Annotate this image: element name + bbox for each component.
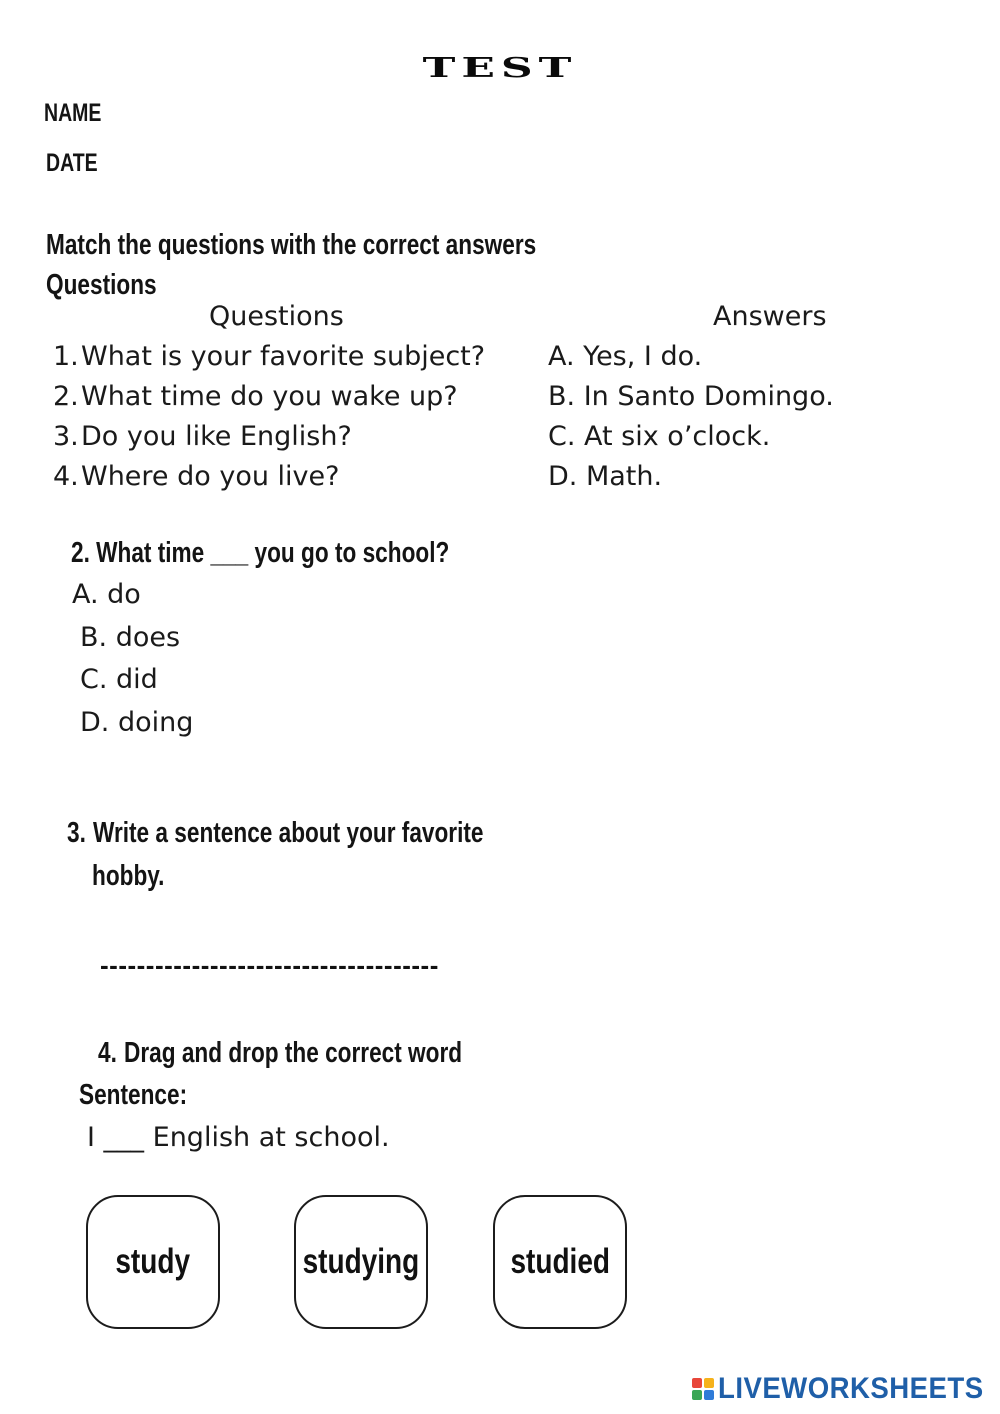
word-card-study[interactable]	[86, 1195, 220, 1329]
sentence-label: Sentence:	[79, 1079, 188, 1111]
option-a[interactable]: A. do	[72, 579, 141, 610]
word-card-label: studied	[510, 1242, 610, 1281]
question-number: 3.	[53, 421, 79, 452]
liveworksheets-logo	[692, 1372, 1000, 1406]
questions-column-header: Questions	[209, 301, 344, 332]
question-text: Where do you live?	[81, 461, 340, 492]
question-text: What time do you wake up?	[81, 381, 458, 412]
word-card-label: study	[115, 1242, 191, 1281]
question-item	[53, 461, 339, 492]
section2-question: 2. What time ___ you go to school?	[71, 537, 450, 569]
answer-item: D. Math.	[548, 461, 663, 492]
answer-item: B. In Santo Domingo.	[548, 381, 834, 412]
liveworksheets-logo-text: LIVEWORKSHEETS	[718, 1372, 984, 1405]
page-title: TEST	[422, 52, 578, 84]
section3-prompt-line2: hobby.	[92, 860, 165, 892]
section3-number: 3.	[67, 817, 86, 849]
question-text: Do you like English?	[81, 421, 352, 452]
answer-item: A. Yes, I do.	[548, 341, 703, 372]
question-number: 1.	[53, 341, 79, 372]
section4-number: 4.	[98, 1037, 117, 1069]
section3-prompt-line1: Write a sentence about your favorite	[93, 817, 484, 849]
question-number: 4.	[53, 461, 79, 492]
name-label: NAME	[44, 99, 102, 127]
sentence-answer-field[interactable]: -------------------------------------	[100, 950, 439, 980]
question-item	[53, 421, 352, 452]
sentence-with-blank: I ___ English at school.	[87, 1122, 390, 1153]
option-c[interactable]: C. did	[80, 664, 158, 695]
date-label: DATE	[46, 149, 98, 177]
section1-subheading: Questions	[46, 269, 157, 301]
answers-column-header: Answers	[713, 301, 827, 332]
question-item	[53, 341, 485, 372]
liveworksheets-logo-icon	[692, 1378, 714, 1400]
word-card-studying[interactable]	[294, 1195, 428, 1329]
question-item	[53, 381, 458, 412]
question-text: What is your favorite subject?	[81, 341, 486, 372]
option-b[interactable]: B. does	[80, 622, 181, 653]
option-d[interactable]: D. doing	[80, 707, 194, 738]
section4-instruction: Drag and drop the correct word	[124, 1037, 463, 1069]
section1-instruction: Match the questions with the correct answers	[46, 229, 537, 261]
answer-item: C. At six o’clock.	[548, 421, 771, 452]
question-number: 2.	[53, 381, 79, 412]
word-card-label: studying	[302, 1242, 420, 1281]
word-card-studied[interactable]	[493, 1195, 627, 1329]
